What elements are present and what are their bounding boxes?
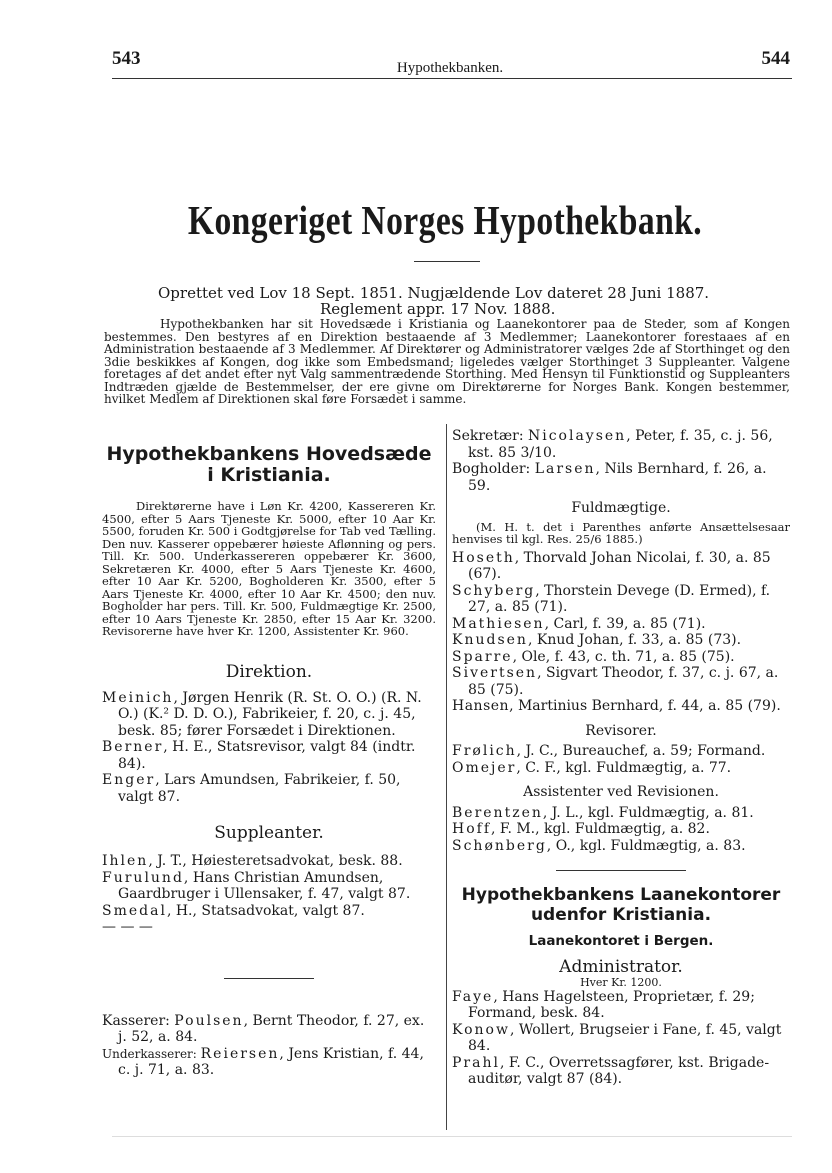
entry-name: Reiersen: [200, 1045, 280, 1062]
role-label: Underkasserer:: [102, 1046, 201, 1061]
entry-name: Mathiesen: [452, 615, 545, 632]
entry-name: Hoseth: [452, 549, 515, 566]
kasserer-entry: [102, 1013, 436, 1046]
entry-text: , Bernt Theodor, f. 27, ex. j. 52, a. 84.: [118, 1012, 425, 1045]
role-label: Bogholder:: [452, 461, 535, 477]
laanekontorer-heading-line2: udenfor Kristiania.: [530, 905, 712, 925]
entry-text: , H., Statsadvokat, valgt 87.: [166, 902, 365, 919]
left-column: [102, 444, 436, 1079]
list-item: [102, 772, 436, 805]
list-item: [452, 665, 790, 698]
list-item: [452, 616, 790, 633]
page-number-left: 543: [112, 48, 141, 69]
laanekontorer-heading-line1: Hypothekbankens Laanekontorer: [461, 885, 781, 905]
entry-text: , J. L., kgl. Fuldmægtig, a. 81.: [542, 804, 754, 821]
suppleanter-list: [102, 853, 436, 936]
list-item: [452, 838, 790, 855]
list-item: [452, 989, 790, 1022]
entry-text: , Carl, f. 39, a. 85 (71).: [544, 615, 706, 632]
head-office-heading-line2: i Kristiania.: [207, 464, 331, 486]
list-item: [452, 1022, 790, 1055]
entry-text: , Ole, f. 43, c. th. 71, a. 85 (75).: [512, 648, 735, 665]
entry-name: Knudsen: [452, 632, 528, 648]
fuldmaegtige-list: [452, 550, 790, 715]
underkasserer-entry: [102, 1046, 436, 1079]
entry-text: , Wollert, Brugseier i Fane, f. 45, valgt 84.: [468, 1021, 782, 1054]
entry-name: Schyberg: [452, 582, 536, 599]
list-item: [452, 760, 790, 777]
direktion-list: [102, 690, 436, 806]
direktion-heading: Direktion.: [225, 661, 313, 682]
list-item: [452, 583, 790, 616]
role-label: Kasserer:: [102, 1012, 175, 1029]
entry-text: , J. T., Høiesteretsadvokat, besk. 88.: [148, 853, 403, 869]
head-office-heading-line1: Hypothekbankens Hovedsæde: [106, 443, 432, 465]
entry-text: , Thorvald Johan Nicolai, f. 30, a. 85 (67).: [468, 549, 771, 582]
entry-text: , Peter, f. 35, c. j. 56, kst. 85 3/10.: [468, 428, 773, 461]
title-separator: [414, 261, 480, 262]
page-title: Kongeriget Norges Hypothekbank.: [187, 197, 703, 243]
entry-text: , O., kgl. Fuldmægtig, a. 83.: [546, 837, 746, 854]
list-item: [102, 739, 436, 772]
fuldmaegtige-heading: Fuldmægtige.: [571, 500, 671, 516]
entry-name: Larsen: [534, 461, 596, 477]
list-item: [452, 698, 790, 715]
entry-name: Hansen: [452, 698, 510, 714]
entry-name: Prahl: [452, 1054, 500, 1071]
entry-text: , Martinius Bernhard, f. 44, a. 85 (79).: [509, 698, 781, 714]
entry-name: Poulsen: [174, 1012, 244, 1029]
entry-text: , H. E., Statsrevisor, valgt 84 (indtr. 84).: [118, 739, 416, 772]
salary-note: Direktørerne have i Løn Kr. 4200, Kassereren Kr. 4500, efter 5 Aars Tjeneste Kr. 5000, efter 10 Aar Kr. 5500, foruden Kr. 500 i Godtgjørelse for Tab ved Tælling. Den nuv. Kasserer oppebærer høieste Aflønning og pers. Till. Kr. 500. Underkassereren oppebærer Kr. 3600, Sekretæren Kr. 4000, efter 5 Aars Tjeneste Kr. 4600, efter 10 Aar Kr. 5200, Bogholderen Kr. 3500, efter 5 Aars Tjeneste Kr. 4000, efter 10 Aar Kr. 4500; den nuv. Bogholder har pers. Till. Kr. 500, Fuldmægtige Kr. 2500, efter 10 Aars Tjeneste Kr. 2850, efter 15 Aar Kr. 3200. Revisorerne have hver Kr. 1200, Assistenter Kr. 960.: [102, 499, 436, 638]
list-item: [452, 1055, 790, 1088]
list-item: [452, 743, 790, 760]
list-item: [452, 805, 790, 822]
intro-text: Hypothekbanken har sit Hovedsæde i Kristiania og Laanekontorer paa de Steder, som af Kongen bestemmes. Den bestyres af en Direktion bestaaende af 3 Medlemmer; Laanekontorer forestaaes af en Administration bestaaende af 3 Medlemmer. Af Direktører og Administratorer vælges 2de af Storthinget og den 3die beskikkes af Kongen, dog ikke som Embedsmand; ligeledes vælger Storthinget 3 Suppleanter. Valgene foretages af det andet efter nyt Valg sammentrædende Storthing. Med Hensyn til Funktionstid og Suppleanters Indtræden gjælde de Bestemmelser, der ere givne om Direktørerne for Norges Bank. Kongen bestemmer, hvilket Medlem af Direktionen skal føre Forsædet i samme.: [104, 317, 790, 406]
entry-name: Hoff: [452, 821, 492, 837]
entry-name: Smedal: [102, 902, 167, 919]
entry-name: Frølich: [452, 743, 517, 759]
right-column: [452, 428, 790, 1088]
entry-name: Enger: [102, 772, 156, 788]
header-rule: [112, 78, 792, 79]
entry-text: , Jens Kristian, f. 44, c. j. 71, a. 83.: [118, 1045, 424, 1078]
running-title: Hypothekbanken.: [396, 60, 504, 76]
entry-name: Sivertsen: [452, 665, 538, 681]
entry-name: Omejer: [452, 759, 517, 776]
head-office-heading: [102, 444, 436, 486]
entry-text: , Sigvart Theodor, f. 37, c. j. 67, a. 85 (75).: [468, 665, 779, 698]
list-item: [452, 550, 790, 583]
list-item: [102, 903, 436, 920]
regulations-line: Reglement appr. 17 Nov. 1888.: [320, 300, 556, 318]
entry-name: Faye: [452, 988, 494, 1005]
entry-name: Furulund: [102, 869, 184, 886]
entry-name: Nicolaysen: [527, 428, 627, 444]
sekretaer-entry: [452, 428, 790, 461]
entry-text: , Hans Hagelsteen, Proprietær, f. 29; Formand, besk. 84.: [468, 988, 755, 1021]
establishment-line: Oprettet ved Lov 18 Sept. 1851. Nugjældende Lov dateret 28 Juni 1887.: [158, 284, 710, 302]
entry-text: , C. F., kgl. Fuldmægtig, a. 77.: [516, 759, 732, 776]
entry-name: Berner: [102, 739, 164, 755]
entry-text: , Hans Christian Amundsen, Gaardbruger i Ullensaker, f. 47, valgt 87.: [118, 869, 411, 902]
administrator-note: Hver Kr. 1200.: [580, 975, 662, 989]
entry-name: Schønberg: [452, 837, 547, 854]
entry-text: , J. C., Bureauchef, a. 59; Formand.: [516, 743, 766, 759]
administrator-heading: Administrator.: [559, 956, 683, 977]
entry-text: , Nils Bernhard, f. 26, a. 59.: [468, 461, 767, 494]
entry-name: Meinich: [102, 689, 174, 706]
entry-text: , Lars Amundsen, Fabrikeier, f. 50, valgt 87.: [118, 772, 401, 805]
dashes: — — —: [102, 919, 153, 935]
list-item: [102, 690, 436, 740]
entry-text: , Jørgen Henrik (R. St. O. O.) (R. N. O.) (K.² D. D. O.), Fabrikeier, f. 20, c. j. 45, besk. 85; fører Forsædet i Direktionen.: [118, 689, 422, 739]
intro-paragraph: [104, 318, 790, 406]
revisorer-heading: Revisorer.: [585, 722, 657, 739]
assistenter-heading: Assistenter ved Revisionen.: [523, 784, 719, 800]
entry-name: Berentzen: [452, 804, 543, 821]
bogholder-entry: [452, 461, 790, 494]
role-label: Sekretær:: [452, 428, 528, 444]
page-number-right: 544: [761, 48, 790, 69]
entry-name: Ihlen: [102, 853, 149, 869]
bergen-heading: Laanekontoret i Bergen.: [528, 933, 714, 949]
fuldmaegtige-note: (M. H. t. det i Parenthes anførte Ansættelsesaar henvises til kgl. Res. 25/6 1885.): [452, 519, 790, 546]
page-bottom-rule: [112, 1136, 792, 1137]
list-item: [102, 870, 436, 903]
list-item: [452, 632, 790, 649]
entry-name: Sparre: [452, 648, 513, 665]
entry-text: , Knud Johan, f. 33, a. 85 (73).: [527, 632, 742, 648]
entry-name: Konow: [452, 1021, 510, 1038]
suppleanter-heading: Suppleanter.: [214, 823, 324, 843]
entry-text: , F. M., kgl. Fuldmægtig, a. 82.: [491, 821, 710, 837]
entry-text: , Thorstein Devege (D. Ermed), f. 27, a. 85 (71).: [468, 582, 771, 615]
column-divider: [446, 424, 447, 1130]
list-item: [102, 853, 436, 870]
list-item: [452, 821, 790, 838]
entry-text: , F. C., Overretssagfører, kst. Brigade-auditør, valgt 87 (84).: [468, 1054, 770, 1087]
list-item: [452, 649, 790, 666]
laanekontorer-heading: [452, 885, 790, 925]
